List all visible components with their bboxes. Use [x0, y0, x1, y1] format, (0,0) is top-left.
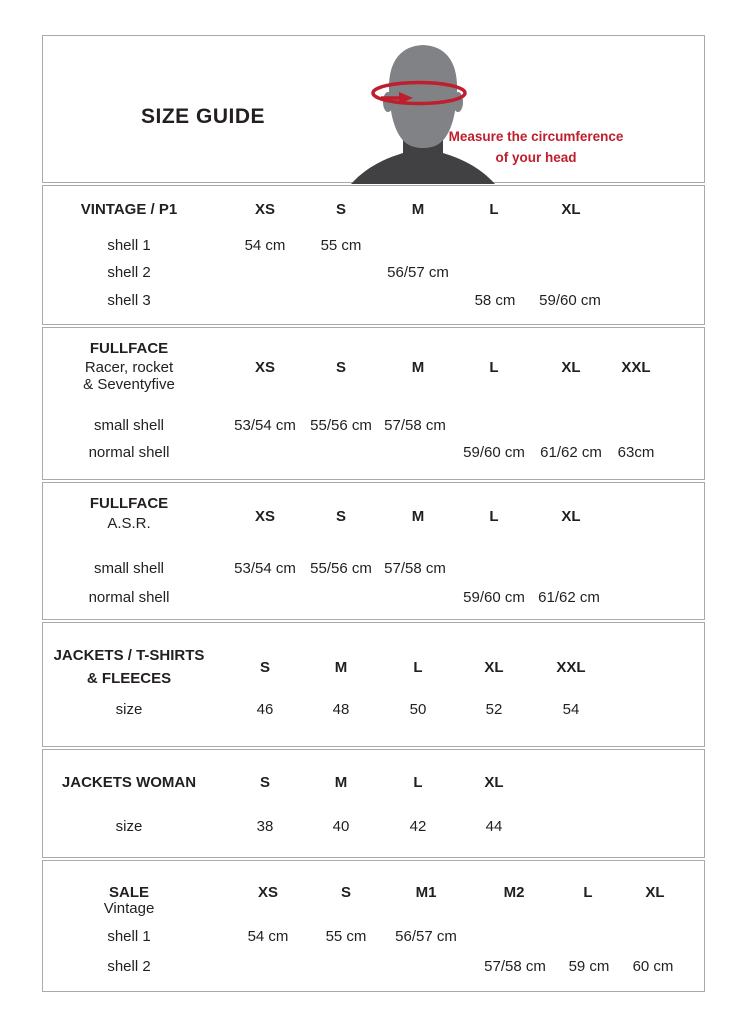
column-header: L	[413, 774, 423, 791]
table-section-vintage-p1	[42, 185, 705, 325]
column-header: M	[334, 774, 348, 791]
column-header: S	[340, 884, 351, 901]
section-title: FULLFACE	[89, 495, 169, 512]
cell-value: 46	[256, 701, 274, 718]
table-section-fullface-racer	[42, 327, 705, 480]
cell-value: 38	[256, 818, 274, 835]
table-section-jackets-woman	[42, 749, 705, 858]
row-label: shell 1	[107, 237, 151, 254]
cell-value: 55 cm	[320, 237, 362, 254]
column-header: XS	[257, 884, 278, 901]
column-header: L	[489, 359, 499, 376]
cell-value: 54	[562, 701, 580, 718]
section-subtitle: Vintage	[103, 900, 155, 917]
cell-value: 48	[332, 701, 350, 718]
header-panel	[42, 35, 705, 183]
row-label: shell 2	[107, 264, 151, 281]
column-header: S	[259, 774, 270, 791]
section-title: VINTAGE / P1	[80, 201, 178, 218]
column-header: XL	[561, 201, 581, 218]
column-header: M	[411, 201, 425, 218]
column-header: S	[335, 508, 346, 525]
cell-value: 55 cm	[325, 928, 367, 945]
column-header: S	[335, 359, 346, 376]
column-header: L	[583, 884, 593, 901]
column-header: M	[411, 508, 425, 525]
column-header: XL	[561, 508, 581, 525]
page-title: SIZE GUIDE	[140, 105, 266, 128]
cell-value: 55/56 cm	[310, 560, 372, 577]
section-subtitle: & Seventyfive	[83, 376, 175, 393]
column-header: M1	[415, 884, 437, 901]
column-header: S	[259, 659, 270, 676]
measure-note-line1: Measure the circumference	[448, 129, 624, 144]
row-label: normal shell	[88, 444, 170, 461]
table-section-fullface-asr	[42, 482, 705, 620]
section-title: FULLFACE	[89, 340, 169, 357]
column-header: XL	[645, 884, 665, 901]
column-header: XL	[561, 359, 581, 376]
column-header: XXL	[621, 359, 651, 376]
section-title: SALE	[108, 884, 149, 901]
column-header: L	[489, 508, 499, 525]
row-label: shell 1	[107, 928, 151, 945]
cell-value: 59 cm	[568, 958, 610, 975]
column-header: S	[335, 201, 346, 218]
column-header: L	[413, 659, 423, 676]
cell-value: 55/56 cm	[310, 417, 372, 434]
row-label: shell 3	[107, 292, 151, 309]
column-header: XL	[484, 774, 504, 791]
row-label: shell 2	[107, 958, 151, 975]
section-title: JACKETS WOMAN	[61, 774, 197, 791]
table-section-sale-vintage	[42, 860, 705, 992]
cell-value: 59/60 cm	[463, 589, 525, 606]
row-label: size	[115, 818, 143, 835]
row-label: small shell	[93, 560, 165, 577]
cell-value: 53/54 cm	[234, 560, 296, 577]
section-subtitle: Racer, rocket	[84, 359, 174, 376]
cell-value: 56/57 cm	[395, 928, 457, 945]
cell-value: 59/60 cm	[539, 292, 601, 309]
cell-value: 56/57 cm	[387, 264, 449, 281]
cell-value: 54 cm	[247, 928, 289, 945]
cell-value: 58 cm	[474, 292, 516, 309]
cell-value: 52	[485, 701, 503, 718]
column-header: M	[411, 359, 425, 376]
cell-value: 61/62 cm	[538, 589, 600, 606]
cell-value: 60 cm	[632, 958, 674, 975]
cell-value: 40	[332, 818, 350, 835]
cell-value: 44	[485, 818, 503, 835]
row-label: small shell	[93, 417, 165, 434]
cell-value: 59/60 cm	[463, 444, 525, 461]
cell-value: 50	[409, 701, 427, 718]
row-label: normal shell	[88, 589, 170, 606]
column-header: XS	[254, 359, 275, 376]
cell-value: 42	[409, 818, 427, 835]
measure-note-line2: of your head	[495, 150, 577, 165]
cell-value: 61/62 cm	[540, 444, 602, 461]
cell-value: 54 cm	[244, 237, 286, 254]
column-header: L	[489, 201, 499, 218]
cell-value: 53/54 cm	[234, 417, 296, 434]
row-label: size	[115, 701, 143, 718]
section-title: & FLEECES	[86, 670, 172, 687]
column-header: XS	[254, 201, 275, 218]
section-subtitle: A.S.R.	[107, 515, 151, 532]
cell-value: 57/58 cm	[384, 560, 446, 577]
cell-value: 63cm	[617, 444, 655, 461]
column-header: XL	[484, 659, 504, 676]
column-header: XS	[254, 508, 275, 525]
section-title: JACKETS / T-SHIRTS	[53, 647, 205, 664]
table-section-jackets-tshirts	[42, 622, 705, 747]
column-header: M	[334, 659, 348, 676]
cell-value: 57/58 cm	[384, 417, 446, 434]
column-header: XXL	[556, 659, 586, 676]
cell-value: 57/58 cm	[484, 958, 546, 975]
column-header: M2	[503, 884, 525, 901]
